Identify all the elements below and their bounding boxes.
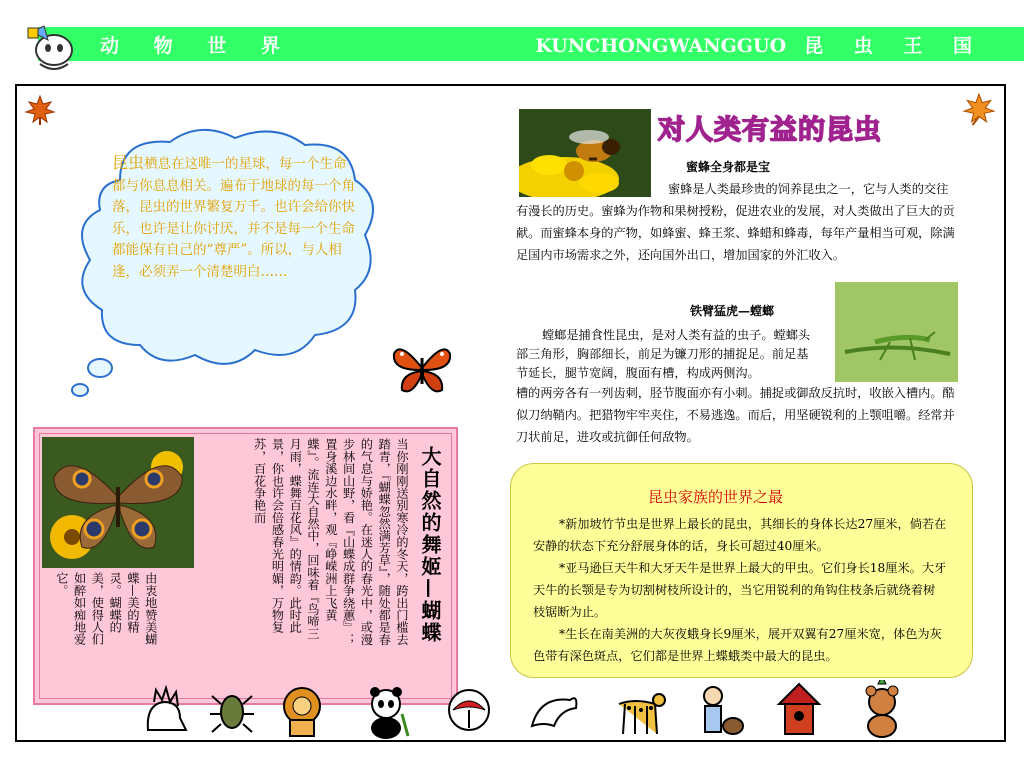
bird-icon (449, 690, 489, 730)
butterfly-title: 大自然的舞姬—蝴蝶 (418, 446, 442, 644)
butterfly-icon (392, 340, 452, 398)
mantis-heading: 铁臂猛虎—螳螂 (690, 304, 775, 318)
bee-text: 蜜蜂是人类最珍贵的饲养昆虫之一，它与人类的交往有漫长的历史。蜜蜂为作物和果树授粉，促进农业的发展，对人类做出了巨大的贡献。而蜜蜂本身的产物，如蜂蜜、蜂王浆、蜂蜡和蜂毒，每年产量相当可观，除满足国内市场需求之外，还向国外出口，增加国家的外汇收入。 (516, 182, 955, 262)
bee-heading: 蜜蜂全身都是宝 (686, 160, 771, 174)
beneficial-title: 对人类有益的昆虫 (658, 115, 882, 146)
dinosaur-icon (148, 688, 186, 730)
birdhouse-icon (779, 684, 819, 734)
child-with-dog-icon (704, 687, 743, 734)
lion-icon (284, 688, 320, 736)
records-text (533, 513, 947, 667)
maple-leaf-icon (24, 94, 56, 126)
header-left-title: 动 物 世 界 (100, 35, 294, 57)
records-item-1: *新加坡竹节虫是世界上最长的昆虫，其细长的身体长达27厘米，倘若在安静的状态下充分舒展身体的话，身长可超过40厘米。 (533, 517, 947, 553)
panda-icon (370, 687, 408, 739)
header-chinese-title: 昆 虫 王 国 (804, 35, 984, 57)
teddy-bear-icon (866, 680, 898, 737)
header-bar (38, 27, 1024, 61)
leopard-icon (619, 694, 665, 734)
logo-character-icon (20, 20, 80, 76)
animal-icons-row (140, 680, 920, 740)
mantis-text-2: 槽的两旁各有一列齿刺，胫节腹面亦有小刺。捕捉或御敌反抗时，收嵌入槽内。酷似刀纳鞘内。把猎物牢牢夹住，不易逃逸。而后，用坚硬锐利的上颚咀嚼。经常并刀状前足，进攻或抗御任何敌物。 (516, 386, 955, 444)
records-item-3: *生长在南美洲的大灰夜蛾身长9厘米，展开双翼有27厘米宽，体色为灰色带有深色斑点，它们都是世界上蝶蛾类中最大的昆虫。 (533, 627, 942, 663)
butterfly-body: 当你刚刚送别寒冷的冬天，跨出门槛去踏青，『蝴蝶忽然满芳草』，随处都是春的气息与娇艳。在迷人的春光中，或漫步林间山野，看『山蝶成群争绕蕙』；置身溪边水畔，观『峥嵘洲上飞黄蝶』。流连大自然中，回味着『鸟啼三月雨，蝶舞百花风』的情韵。此时此景，你也许会倍感春光明媚，万物复苏，百花争艳而 (252, 438, 409, 646)
dolphin-icon (532, 698, 576, 726)
cloud-body: 栖息在这唯一的星球，每一个生命都与你息息相关。遍布于地球的每一个角落，昆虫的世界繁复万千。也许会给你快乐，也许是让你讨厌，并不是每一个生命都能保有自己的“尊严”。所以，与人相逢，必须弄一个清楚明白…… (112, 156, 355, 280)
butterfly-tail: 由衷地赞美蝴蝶—美的精灵。蝴蝶的美，使得人们如醉如痴地爱它。 (54, 572, 158, 646)
maple-leaf-icon (962, 92, 996, 126)
mantis-photo (835, 282, 958, 382)
header-pinyin: KUNCHONGWANGGUO (535, 35, 787, 57)
header-right-title (535, 31, 984, 58)
records-item-2: *亚马逊巨天牛和大牙天牛是世界上最大的甲虫。它们身长18厘米。大牙天牛的长颚是专为切割树枝所设计的，当它用锐利的角钩住枝条后就绕着树枝锯断为止。 (533, 561, 947, 619)
beetle-icon (210, 696, 254, 732)
records-title: 昆虫家族的世界之最 (648, 488, 784, 506)
mantis-text-1: 螳螂是捕食性昆虫，是对人类有益的虫子。螳螂头部三角形，胸部细长，前足为镰刀形的捕捉足。前足基节延长，腿节宽阔，腹面有槽，构成两侧沟。 (516, 328, 811, 380)
buckeye-butterfly-photo (42, 437, 194, 568)
cloud-lead: 昆虫 (112, 153, 145, 172)
cloud-text (112, 152, 358, 283)
